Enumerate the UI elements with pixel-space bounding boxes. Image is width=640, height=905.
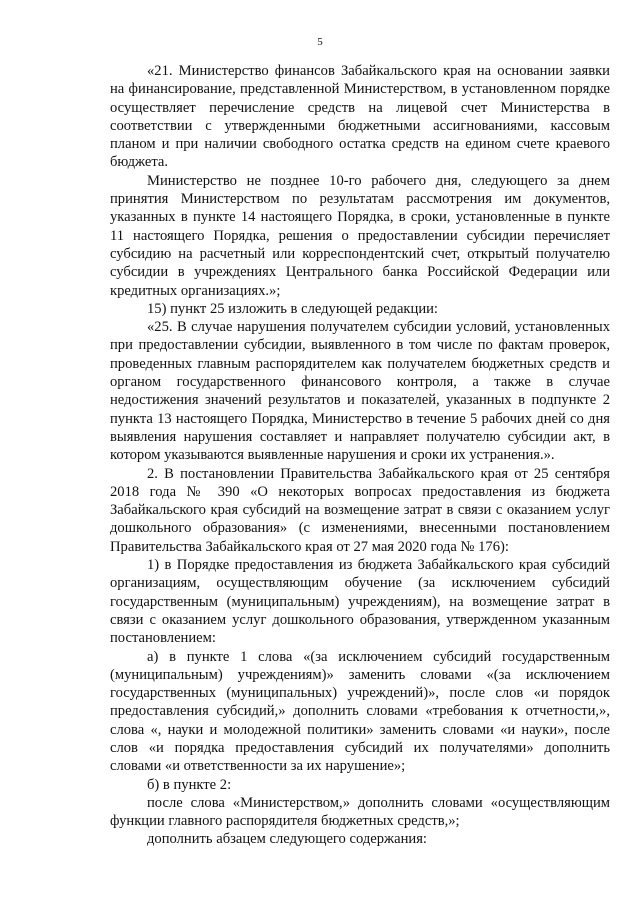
paragraph-section-2: 2. В постановлении Правительства Забайкальского края от 25 сентября 2018 года № 390 «О некоторых вопросах предоставления из бюджета Забайкальского края субсидий на возмещение затрат в связи с оказанием услуг дошкольного образования» (с изменениями, внесенными постановлением Правительства Забайкальского края от 27 мая 2020 года № 176): (110, 465, 610, 555)
page-number: 5 (317, 36, 323, 48)
paragraph-clause-25: «25. В случае нарушения получателем субсидии условий, установленных при предоставлении субсидии, выявленного в том числе по фактам проверок, проведенных главным распорядителем как получателем бюджетных средств и органом государственного финансового контроля, а также в случае недостижения значений результатов и показателей, указанных в подпункте 2 пункта 13 настоящего Порядка, Министерство в течение 5 рабочих дней со дня выявления нарушения составляет и направляет получателю субсидии акт, в котором указываются выявленные нарушения и сроки их устранения.». (110, 319, 610, 464)
paragraph-item-1: 1) в Порядке предоставления из бюджета Забайкальского края субсидий организациям, осуществляющим обучение (за исключением субсидий государственным (муниципальным) учреждениям), на возмещение затрат в связи с оказанием услуг дошкольного образования, утвержденном указанным постановлением: (110, 557, 610, 647)
paragraph-item-15: 15) пункт 25 изложить в следующей редакции: (147, 300, 438, 317)
paragraph-subitem-a: а) в пункте 1 слова «(за исключением субсидий государственным (муниципальным) учреждениям)» заменить словами «(за исключением государственных (муниципальных) учреждений)», после слов «и порядок предоставления субсидий,» дополнить словами «требования к отчетности,», слова «, науки и молодежной политики» заменить словами «и науки», после слов «и порядка предоставления субсидий их получателями» дополнить словами «и ответственности за их нарушение»; (110, 648, 610, 775)
document-body (110, 62, 610, 849)
paragraph-transfer-terms: Министерство не позднее 10-го рабочего дня, следующего за днем принятия Министерством по результатам рассмотрения им документов, указанных в пункте 14 настоящего Порядка, в сроки, установленные в пункте 11 настоящего Порядка, решения о предоставлении субсидии перечисляет субсидию на расчетный или корреспондентский счет, открытый получателю субсидии в учреждениях Центрального банка Российской Федерации или кредитных организациях.»; (110, 172, 610, 299)
paragraph-subitem-b: б) в пункте 2: (147, 776, 232, 793)
paragraph-add-abstract: дополнить абзацем следующего содержания: (147, 831, 427, 848)
paragraph-after-ministry: после слова «Министерством,» дополнить словами «осуществляющим функции главного распорядителя бюджетных средств,»; (110, 794, 610, 830)
paragraph-clause-21: «21. Министерство финансов Забайкальского края на основании заявки на финансирование, представленной Министерством, в установленном порядке осуществляет перечисление средств на лицевой счет Министерства в соответствии с утвержденными бюджетными ассигнованиями, кассовым планом и при наличии свободного остатка средств на едином счете краевого бюджета. (110, 63, 610, 171)
